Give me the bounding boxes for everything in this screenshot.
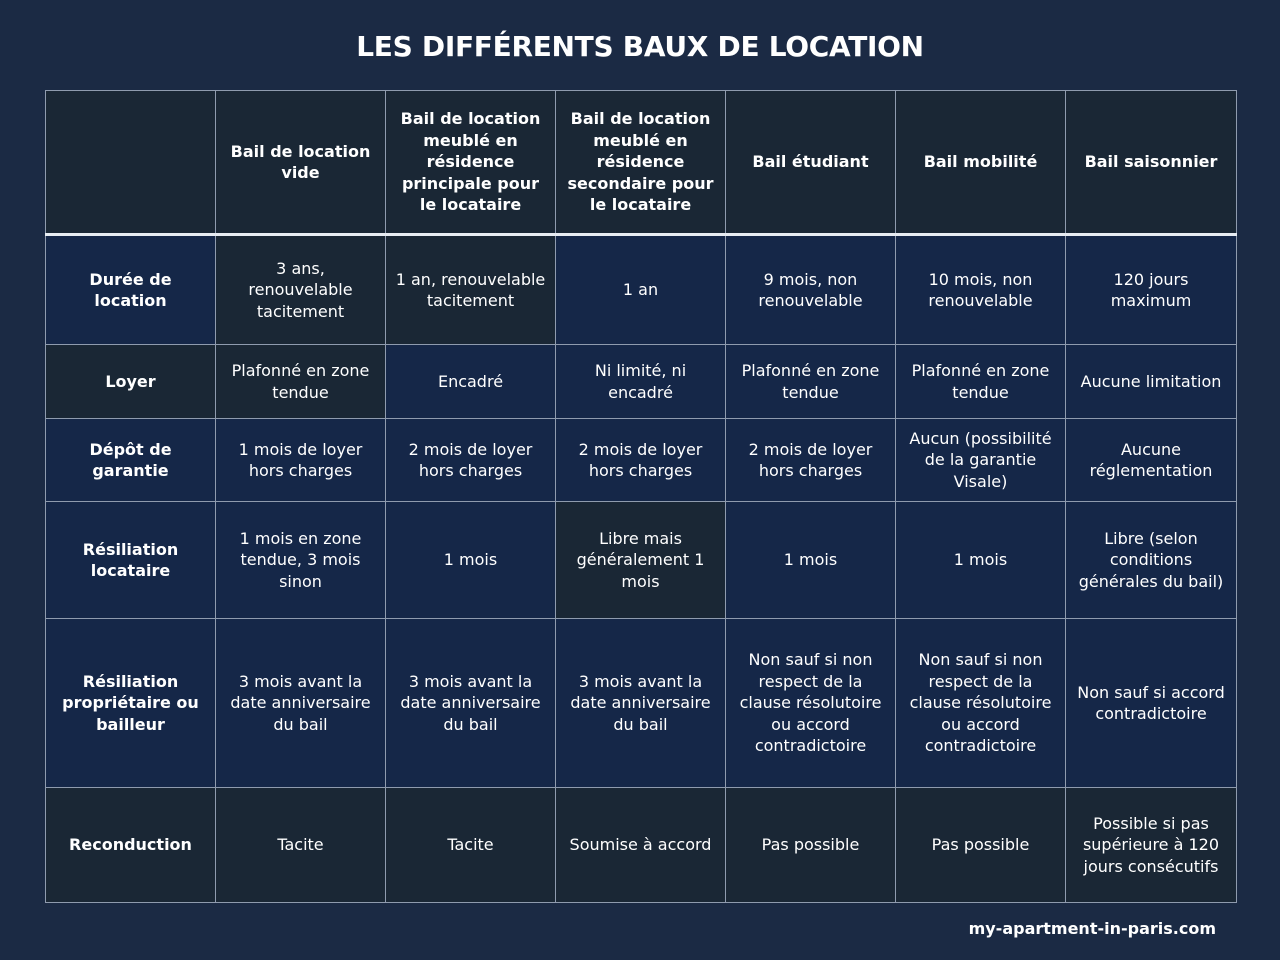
table-cell: 1 an xyxy=(556,235,726,345)
row-label: Résiliation locataire xyxy=(46,502,216,619)
table-cell: 2 mois de loyer hors charges xyxy=(386,419,556,502)
table-row-resiliation-proprietaire xyxy=(46,619,1237,788)
header-cell-empty xyxy=(46,91,216,235)
table-cell: Aucune limitation xyxy=(1066,345,1237,419)
header-bail-mobilite: Bail mobilité xyxy=(896,91,1066,235)
table-cell: Pas possible xyxy=(726,788,896,903)
row-label: Dépôt de garantie xyxy=(46,419,216,502)
table-cell: 1 mois xyxy=(386,502,556,619)
table-cell: Tacite xyxy=(216,788,386,903)
header-bail-meuble-principale: Bail de location meublé en résidence principale pour le locataire xyxy=(386,91,556,235)
table-cell: Encadré xyxy=(386,345,556,419)
table-cell: Ni limité, ni encadré xyxy=(556,345,726,419)
table-row-resiliation-locataire xyxy=(46,502,1237,619)
row-label: Résiliation propriétaire ou bailleur xyxy=(46,619,216,788)
table-cell: 1 an, renouvelable tacitement xyxy=(386,235,556,345)
table-cell: Libre (selon conditions générales du bail) xyxy=(1066,502,1237,619)
row-label: Durée de location xyxy=(46,235,216,345)
table-cell: 3 mois avant la date anniversaire du bail xyxy=(216,619,386,788)
lease-comparison-table xyxy=(45,90,1237,903)
table-cell: 120 jours maximum xyxy=(1066,235,1237,345)
table-row-loyer xyxy=(46,345,1237,419)
table-cell: 3 mois avant la date anniversaire du bail xyxy=(556,619,726,788)
table-cell: Possible si pas supérieure à 120 jours consécutifs xyxy=(1066,788,1237,903)
page-title: LES DIFFÉRENTS BAUX DE LOCATION xyxy=(356,30,924,63)
footer-website: my-apartment-in-paris.com xyxy=(968,919,1216,938)
table-cell: Plafonné en zone tendue xyxy=(216,345,386,419)
table-cell: Non sauf si accord contradictoire xyxy=(1066,619,1237,788)
table-row-depot xyxy=(46,419,1237,502)
table-row-reconduction xyxy=(46,788,1237,903)
row-label: Reconduction xyxy=(46,788,216,903)
table-cell: 1 mois xyxy=(726,502,896,619)
table-cell: 1 mois en zone tendue, 3 mois sinon xyxy=(216,502,386,619)
table-cell: 2 mois de loyer hors charges xyxy=(556,419,726,502)
table-cell: 10 mois, non renouvelable xyxy=(896,235,1066,345)
header-bail-meuble-secondaire: Bail de location meublé en résidence secondaire pour le locataire xyxy=(556,91,726,235)
table-row-duree xyxy=(46,235,1237,345)
table-cell: 3 mois avant la date anniversaire du bail xyxy=(386,619,556,788)
table-cell: 2 mois de loyer hors charges xyxy=(726,419,896,502)
table-cell: Aucun (possibilité de la garantie Visale) xyxy=(896,419,1066,502)
table-cell: Libre mais généralement 1 mois xyxy=(556,502,726,619)
table-cell: Plafonné en zone tendue xyxy=(896,345,1066,419)
table-cell: Pas possible xyxy=(896,788,1066,903)
table-cell: Tacite xyxy=(386,788,556,903)
table-cell: Soumise à accord xyxy=(556,788,726,903)
table-cell: 3 ans, renouvelable tacitement xyxy=(216,235,386,345)
row-label: Loyer xyxy=(46,345,216,419)
table-cell: Plafonné en zone tendue xyxy=(726,345,896,419)
table-cell: Non sauf si non respect de la clause résolutoire ou accord contradictoire xyxy=(896,619,1066,788)
table-header-row xyxy=(46,91,1237,235)
header-bail-etudiant: Bail étudiant xyxy=(726,91,896,235)
table-cell: Aucune réglementation xyxy=(1066,419,1237,502)
table-cell: 1 mois xyxy=(896,502,1066,619)
table-cell: 1 mois de loyer hors charges xyxy=(216,419,386,502)
table-cell: Non sauf si non respect de la clause résolutoire ou accord contradictoire xyxy=(726,619,896,788)
header-bail-saisonnier: Bail saisonnier xyxy=(1066,91,1237,235)
table-cell: 9 mois, non renouvelable xyxy=(726,235,896,345)
header-bail-vide: Bail de location vide xyxy=(216,91,386,235)
